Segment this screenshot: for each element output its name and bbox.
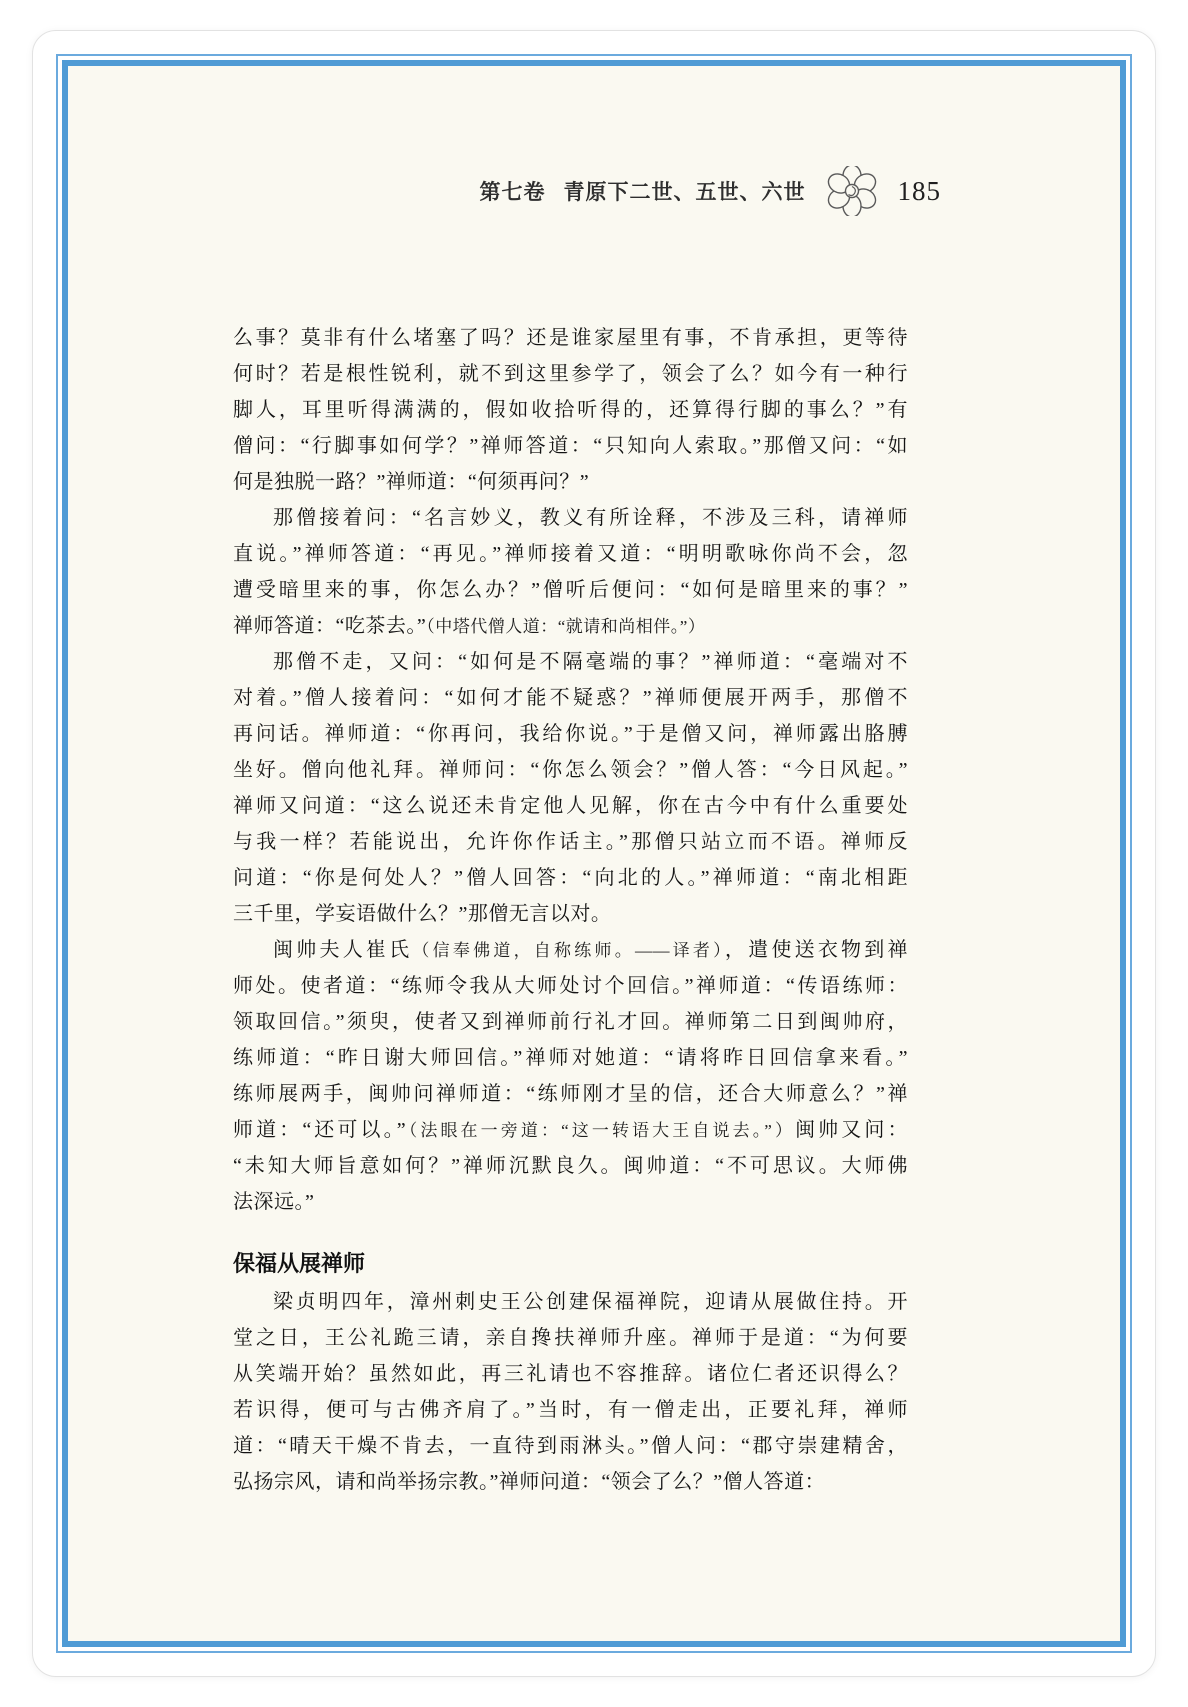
text-segment: 法深远。” — [233, 1191, 315, 1213]
text-segment: 何时？若是根性锐利，就不到这里参学了，领会了么？如今有一种行 — [233, 363, 908, 385]
text-line — [233, 536, 908, 572]
text-line — [233, 1148, 908, 1184]
text-segment: 三千里，学妄语做什么？”那僧无言以对。 — [233, 903, 612, 925]
text-line — [233, 1112, 908, 1148]
text-segment: 闽帅又问： — [795, 1119, 908, 1141]
annotation-segment: （中塔代僧人道：“就请和尚相伴。”） — [426, 617, 706, 636]
text-line — [233, 788, 908, 824]
section-label: 青原下二世、五世、六世 — [563, 181, 806, 204]
text-segment: 师处。使者道：“练师令我从大师处讨个回信。”禅师道：“传语练师： — [233, 975, 908, 997]
text-segment: 何是独脱一路？”禅师道：“何须再问？” — [233, 471, 590, 493]
page-header — [233, 166, 941, 216]
text-line — [233, 680, 908, 716]
section-heading: 保福从展禅师 — [233, 1251, 366, 1276]
text-segment: 道：“晴天干燥不肯去，一直待到雨淋头。”僧人问：“郡守崇建精舍， — [233, 1435, 908, 1457]
text-segment: 那僧接着问：“名言妙义，教义有所诠释，不涉及三科，请禅师 — [273, 507, 908, 529]
text-line — [233, 896, 908, 932]
text-line — [233, 320, 908, 356]
text-segment: 遭受暗里来的事，你怎么办？”僧听后便问：“如何是暗里来的事？” — [233, 579, 908, 601]
text-line — [233, 1004, 908, 1040]
text-line — [233, 1320, 908, 1356]
flower-icon — [821, 166, 883, 216]
text-segment: ，遣使送衣物到禅 — [724, 939, 908, 961]
page-number: 185 — [897, 175, 941, 206]
text-line — [233, 644, 908, 680]
text-line — [233, 428, 908, 464]
text-segment: 坐好。僧向他礼拜。禅师问：“你怎么领会？”僧人答：“今日风起。” — [233, 759, 908, 781]
chapter-title — [480, 176, 806, 206]
text-segment: 练师道：“昨日谢大师回信。”禅师对她道：“请将昨日回信拿来看。” — [233, 1047, 908, 1069]
text-segment: “未知大师旨意如何？”禅师沉默良久。闽帅道：“不可思议。大师佛 — [233, 1155, 908, 1177]
text-segment: 堂之日，王公礼跪三请，亲自搀扶禅师升座。禅师于是道：“为何要 — [233, 1327, 908, 1349]
text-segment: 从笑端开始？虽然如此，再三礼请也不容推辞。诸位仁者还识得么？ — [233, 1363, 908, 1385]
text-segment: 对着。”僧人接着问：“如何才能不疑惑？”禅师便展开两手，那僧不 — [233, 687, 908, 709]
text-segment: 么事？莫非有什么堵塞了吗？还是谁家屋里有事，不肯承担，更等待 — [233, 327, 908, 349]
text-line — [233, 1284, 908, 1320]
text-line — [233, 752, 908, 788]
text-line — [233, 356, 908, 392]
text-line — [233, 824, 908, 860]
text-segment: 脚人，耳里听得满满的，假如收拾听得的，还算得行脚的事么？”有 — [233, 399, 908, 421]
text-segment: 师道：“还可以。” — [233, 1119, 407, 1141]
text-line — [233, 608, 908, 644]
text-segment: 那僧不走，又问：“如何是不隔毫端的事？”禅师道：“毫端对不 — [273, 651, 908, 673]
text-segment: 练师展两手，闽帅问禅师道：“练师刚才呈的信，还合大师意么？”禅 — [233, 1083, 908, 1105]
text-segment: 领取回信。”须臾，使者又到禅师前行礼才回。禅师第二日到闽帅府， — [233, 1011, 908, 1033]
volume-label: 第七卷 — [479, 181, 546, 204]
text-segment: 禅师又问道：“这么说还未肯定他人见解，你在古今中有什么重要处 — [233, 795, 908, 817]
text-segment: 与我一样？若能说出，允许你作话主。”那僧只站立而不语。禅师反 — [233, 831, 908, 853]
text-line — [233, 1464, 908, 1500]
text-line — [233, 572, 908, 608]
book-page-card — [32, 30, 1156, 1677]
text-line — [233, 968, 908, 1004]
text-line — [233, 500, 908, 536]
text-line — [233, 932, 908, 968]
text-line — [233, 1356, 908, 1392]
text-segment: 直说。”禅师答道：“再见。”禅师接着又道：“明明歌咏你尚不会，忽 — [233, 543, 908, 565]
text-block — [233, 320, 908, 1500]
text-line — [233, 1184, 908, 1220]
text-segment: 梁贞明四年，漳州刺史王公创建保福禅院，迎请从展做住持。开 — [273, 1291, 908, 1313]
text-line — [233, 1076, 908, 1112]
text-segment: 闽帅夫人崔氏 — [273, 939, 413, 961]
text-line — [233, 1392, 908, 1428]
text-line — [233, 392, 908, 428]
text-segment: 僧问：“行脚事如何学？”禅师答道：“只知向人索取。”那僧又问：“如 — [233, 435, 908, 457]
text-line — [233, 464, 908, 500]
inner-frame-border — [62, 60, 1126, 1647]
annotation-segment: （法眼在一旁道：“这一转语大王自说去。”） — [406, 1121, 796, 1140]
annotation-segment: （信奉佛道，自称练师。——译者） — [412, 941, 725, 960]
text-segment: 禅师答道：“吃茶去。” — [233, 615, 427, 637]
text-line — [233, 716, 908, 752]
text-segment: 问道：“你是何处人？”僧人回答：“向北的人。”禅师道：“南北相距 — [233, 867, 908, 889]
text-line — [233, 1428, 908, 1464]
text-segment: 弘扬宗风，请和尚举扬宗教。”禅师问道：“领会了么？”僧人答道： — [233, 1471, 826, 1493]
text-line — [233, 860, 908, 896]
text-segment: 若识得，便可与古佛齐肩了。”当时，有一僧走出，正要礼拜，禅师 — [233, 1399, 908, 1421]
text-line — [233, 1040, 908, 1076]
text-segment: 再问话。禅师道：“你再问，我给你说。”于是僧又问，禅师露出胳膊 — [233, 723, 908, 745]
